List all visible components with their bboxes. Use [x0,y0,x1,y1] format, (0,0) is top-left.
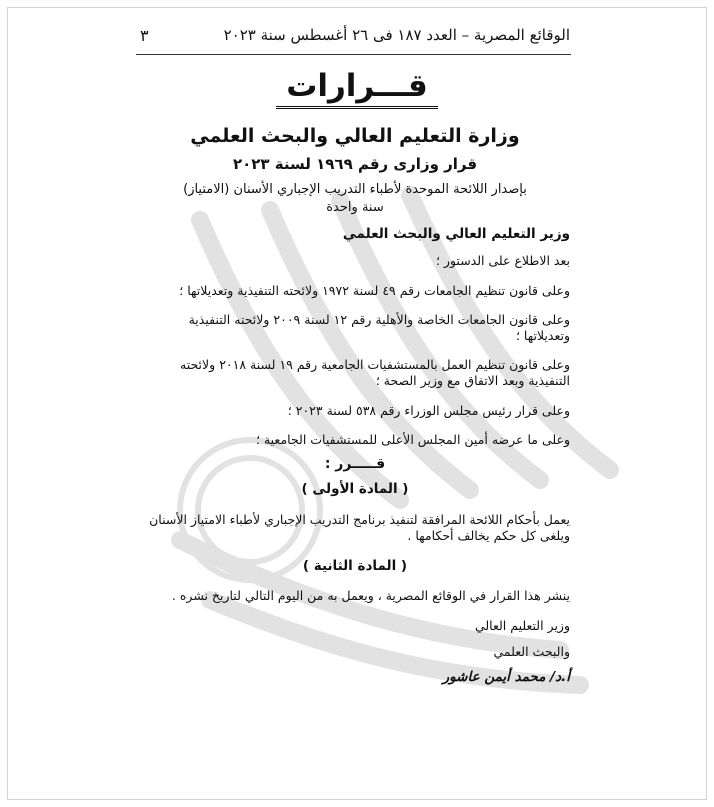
preamble-clause: وعلى قانون تنظيم الجامعات رقم ٤٩ لسنة ١٩٧٢ ولائحته التنفيذية وتعديلاتها ؛ [179,282,570,298]
preamble-clause: وعلى قانون الجامعات الخاصة والأهلية رقم ١٢ لسنة ٢٠٠٩ ولائحته التنفيذية وتعديلاتها ؛ [188,312,570,343]
preamble-clause: وعلى قرار رئيس مجلس الوزراء رقم ٥٣٨ لسنة ٢٠٢٣ ؛ [287,402,570,418]
ministry-heading: وزارة التعليم العالي والبحث العلمي [190,125,520,147]
article-heading: ( المادة الثانية ) [302,557,408,574]
signatory-title: والبحث العلمي [493,643,570,659]
page-header [140,20,570,50]
page-number: ٣ [140,26,149,45]
article-text: يعمل بأحكام اللائحة المرافقة لتنفيذ برنامج التدريب الإجباري لأطباء الامتياز الأسنان ويلغى كل حكم يخالف أحكامها . [149,512,570,543]
decree-body [140,115,570,686]
section-title [0,68,714,104]
preamble-clause: بعد الاطلاع على الدستور ؛ [435,252,570,268]
article-text: ينشر هذا القرار في الوقائع المصرية ، ويعمل به من اليوم التالي لتاريخ نشره . [171,588,570,604]
gazette-header-title: الوقائع المصرية – العدد ١٨٧ فى ٢٦ أغسطس سنة ٢٠٢٣ [223,26,570,44]
decree-subject-line: بإصدار اللائحة الموحدة لأطباء التدريب الإجباري الأسنان (الامتياز) [183,181,527,197]
section-title-text: قـــرارات [276,68,438,109]
signature-block [140,618,570,686]
header-divider [136,54,571,55]
signatory-name: أ.د/ محمد أيمن عاشور [442,669,570,686]
signatory-title: وزير التعليم العالي [474,618,570,633]
preamble-clause: وعلى قانون تنظيم العمل بالمستشفيات الجامعية رقم ١٩ لسنة ٢٠١٨ ولائحته التنفيذية وبعد الاتفاق مع وزير الصحة ؛ [180,357,570,388]
article-heading: ( المادة الأولى ) [301,481,409,498]
decree-number: قرار وزارى رقم ١٩٦٩ لسنة ٢٠٢٣ [232,154,478,173]
preamble-clause: وعلى ما عرضه أمين المجلس الأعلى للمستشفيات الجامعية ؛ [256,432,570,448]
minister-title: وزير التعليم العالي والبحث العلمي [342,226,570,242]
decree-subject-line: سنة واحدة [326,199,384,215]
decided-heading: قـــــرر : [324,455,386,472]
